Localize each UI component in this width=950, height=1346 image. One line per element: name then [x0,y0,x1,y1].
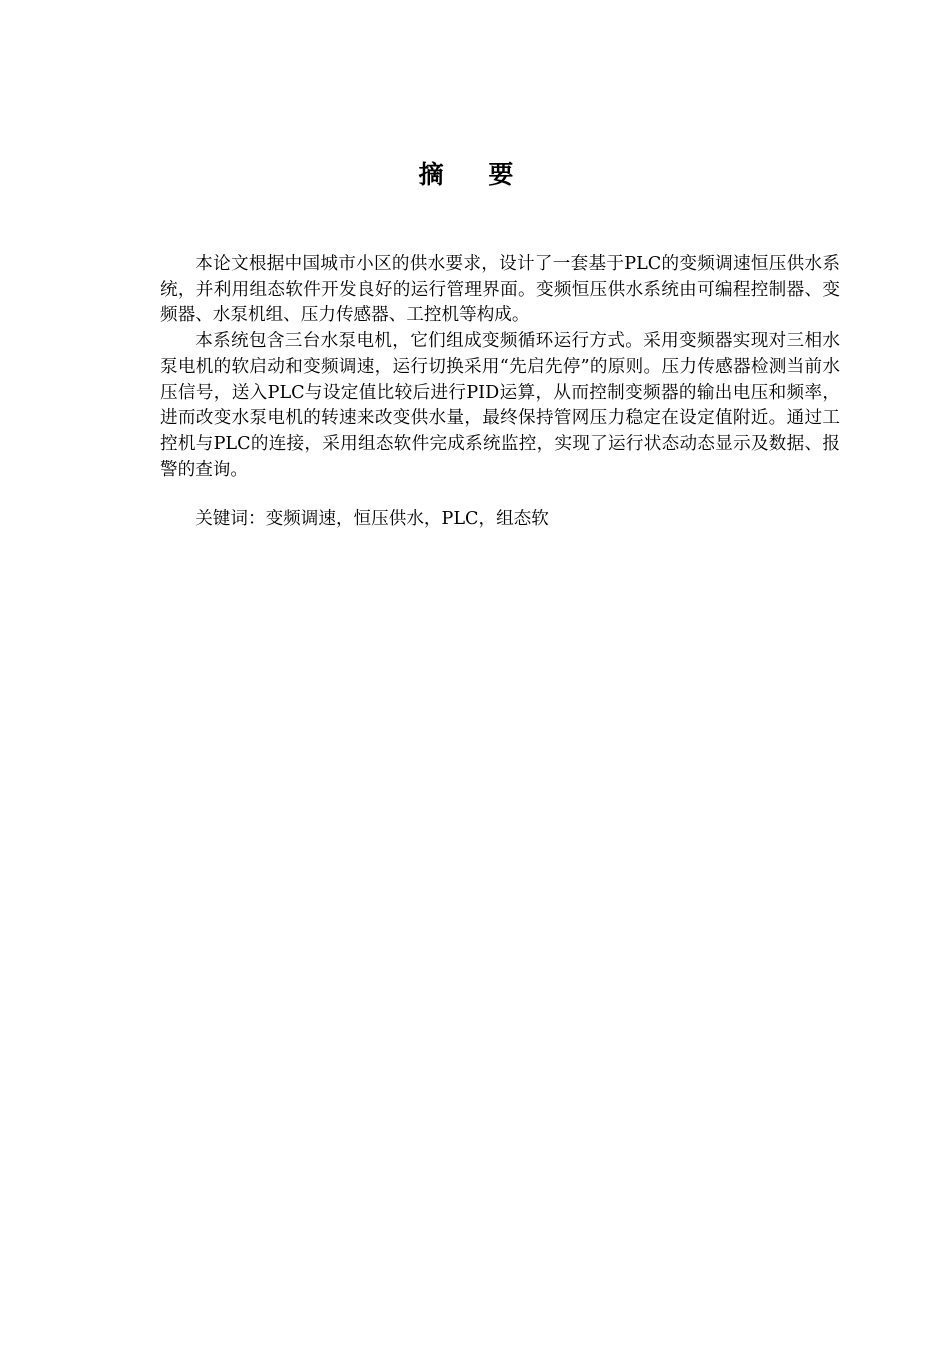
abstract-paragraph-1: 本论文根据中国城市小区的供水要求，设计了一套基于PLC的变频调速恒压供水系统，并利用组态软件开发良好的运行管理界面。变频恒压供水系统由可编程控制器、变频器、水泵机组、压力传感器、工控机等构成。 [160,254,840,326]
abstract-paragraph-2: 本系统包含三台水泵电机，它们组成变频循环运行方式。采用变频器实现对三相水泵电机的软启动和变频调速，运行切换采用“先启先停”的原则。压力传感器检测当前水压信号，送入PLC与设定值比较后进行PID运算，从而控制变频器的输出电压和频率，进而改变水泵电机的转速来改变供水量，最终保持管网压力稳定在设定值附近。通过工控机与PLC的连接，采用组态软件完成系统监控，实现了运行状态动态显示及数据、报警的查询。 [160,331,840,480]
keywords-line: 关键词：变频调速，恒压供水，PLC，组态软 [195,509,549,529]
abstract-title: 摘 要 [418,160,532,189]
abstract-body [160,252,840,483]
